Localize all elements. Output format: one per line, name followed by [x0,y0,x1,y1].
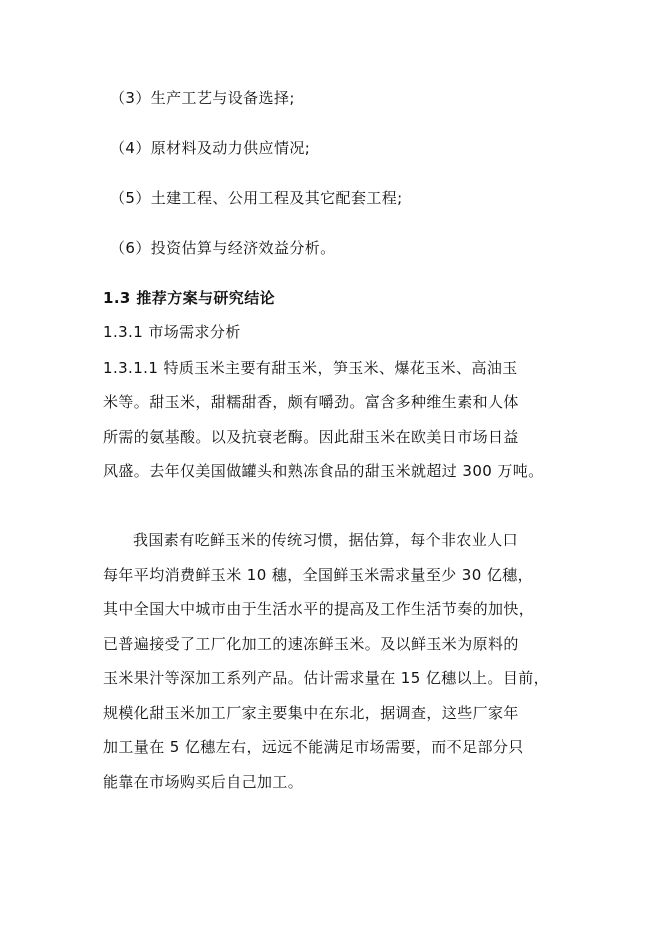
paragraph-1-line-3: 所需的氨基酸。以及抗衰老酶。因此甜玉米在欧美日市场日益 [103,428,519,446]
paragraph-2-line-5: 玉米果汁等深加工系列产品。估计需求量在 15 亿穗以上。目前， [103,669,550,687]
subsection-heading: 1.3.1 市场需求分析 [103,323,241,341]
list-item-4: （4）原材料及动力供应情况; [110,139,311,157]
list-item-6: （6）投资估算与经济效益分析。 [110,239,336,257]
paragraph-1-line-1: 1.3.1.1 特质玉米主要有甜玉米，笋玉米、爆花玉米、高油玉 [103,359,518,377]
paragraph-2-line-6: 规模化甜玉米加工厂家主要集中在东北，据调查，这些厂家年 [103,704,519,722]
list-item-3: （3）生产工艺与设备选择; [110,89,295,107]
paragraph-2-line-8: 能靠在市场购买后自己加工。 [103,773,304,791]
paragraph-1-line-2: 米等。甜玉米，甜糯甜香，颇有嚼劲。富含多种维生素和人体 [103,393,519,411]
paragraph-2-line-3: 其中全国大中城市由于生活水平的提高及工作生活节奏的加快， [103,600,535,618]
paragraph-2-line-4: 已普遍接受了工厂化加工的速冻鲜玉米。及以鲜玉米为原料的 [103,635,519,653]
section-heading: 1.3 推荐方案与研究结论 [103,289,275,307]
paragraph-1-line-4: 风盛。去年仅美国做罐头和熟冻食品的甜玉米就超过 300 万吨。 [103,462,544,480]
paragraph-2-line-7: 加工量在 5 亿穗左右，远远不能满足市场需要，而不足部分只 [103,738,524,756]
list-item-5: （5）土建工程、公用工程及其它配套工程; [110,189,403,207]
paragraph-2-line-2: 每年平均消费鲜玉米 10 穗，全国鲜玉米需求量至少 30 亿穗， [103,566,534,584]
paragraph-2-line-1: 我国素有吃鲜玉米的传统习惯，据估算，每个非农业人口 [133,531,519,549]
